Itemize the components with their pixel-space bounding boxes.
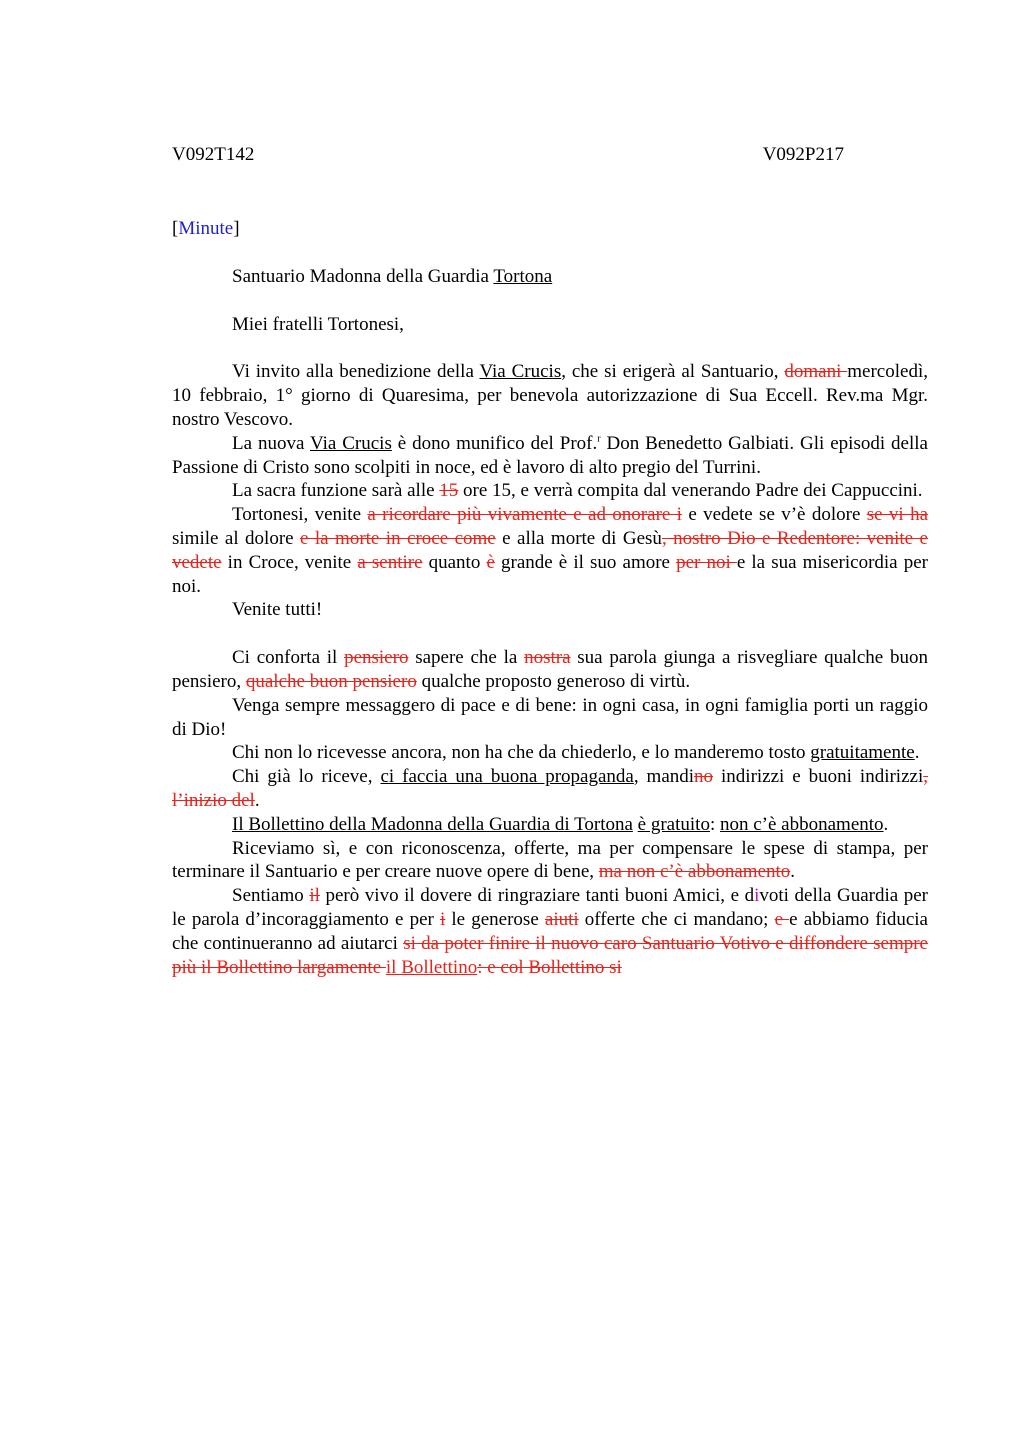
letter-heading (172, 265, 928, 289)
text-run: , mandi (633, 766, 695, 788)
text-run: quanto (422, 551, 487, 573)
text-run: Tortonesi, venite (232, 504, 368, 526)
paragraph-conforta (172, 646, 928, 694)
bracket-open: [ (172, 218, 179, 239)
paragraph-messaggero: Venga sempre messaggero di pace e di bene: in ogni casa, in ogni famiglia porti un raggio di Dio! (172, 694, 928, 740)
right-code: V092P217 (762, 144, 844, 165)
text-run: . (914, 742, 920, 764)
text-run: e abbiamo fiducia che continueranno ad aiutarci (172, 908, 928, 954)
text-run: Sentiamo (232, 885, 310, 907)
paragraph-invitation (172, 360, 928, 431)
text-run: indirizzi e buoni indirizzi (713, 766, 924, 788)
deleted-text: domani (784, 361, 848, 383)
left-code: V092T142 (172, 144, 255, 165)
minute-tag (172, 217, 928, 241)
text-run: voti della Guardia per le parola d’incoraggiamento e per (172, 885, 929, 930)
underlined-text: ci faccia una buona propaganda (380, 766, 634, 788)
text-run: in Croce, venite (221, 551, 358, 573)
text-run: le generose (445, 908, 545, 930)
paragraph-venite-tutti: Venite tutti! (232, 599, 323, 621)
text-run: sua parola giunga a risvegliare qualche buon pensiero, (172, 647, 928, 692)
text-run: sapere che la (408, 647, 525, 669)
deleted-text: no (694, 766, 714, 788)
deleted-text: : e col Bollettino si (477, 956, 622, 978)
deleted-text: il (309, 885, 320, 907)
text-run: , che si erigerà al Santuario, (561, 361, 785, 383)
text-run: Chi già lo riceve, (232, 766, 381, 788)
underlined-text: non c’è abbonamento (719, 813, 884, 835)
document-codes (172, 143, 844, 167)
underlined-text: è gratuito (637, 813, 710, 835)
text-run: Riceviamo sì, e con riconoscenza, offerte, ma per compensare le spese di stampa, per terminare il Santuario e per creare nuove opere di bene, (172, 837, 928, 883)
paragraph-ringraziare (172, 884, 928, 979)
text-run: . (790, 861, 796, 883)
deleted-text: qualche buon pensiero (245, 670, 417, 692)
document-page (172, 143, 928, 979)
text-run: però vivo il dovere di ringraziare tanti buoni Amici, e d (319, 885, 755, 907)
paragraph-ceremony (172, 479, 928, 503)
deleted-text: se vi ha (866, 504, 929, 526)
text-run: : (709, 813, 720, 835)
deleted-underlined-text: il Bollettino (385, 956, 478, 978)
deleted-text: e (774, 908, 790, 930)
paragraph-tortonesi (172, 503, 928, 598)
deleted-text: nostra (524, 647, 571, 669)
text-run: Chi non lo ricevesse ancora, non ha che da chiederlo, e lo manderemo tosto (232, 742, 811, 764)
underlined-text: gratuitamente (810, 742, 915, 764)
paragraph-offerte (172, 837, 928, 885)
text-run: qualche proposto generoso di virtù. (416, 670, 691, 692)
heading-city: Tortona (493, 265, 553, 287)
deleted-text: 15 (439, 480, 459, 502)
deleted-text: ma non c’è abbonamento (598, 861, 791, 883)
paragraph-chiederlo (172, 741, 928, 765)
text-run: ore 15, e verrà compita dal venerando Padre dei Cappuccini. (458, 480, 923, 502)
underlined-text: Via Crucis (310, 432, 392, 454)
text-run: è dono munifico del Prof. (391, 432, 598, 454)
text-run: grande è il suo amore (494, 551, 677, 573)
heading-place: Santuario Madonna della Guardia (232, 265, 494, 287)
deleted-text: per noi (676, 551, 737, 573)
underlined-text: Il Bollettino della Madonna della Guardia di Tortona (232, 813, 633, 835)
text-run: La sacra funzione sarà alle (232, 480, 440, 502)
deleted-text: si da poter finire il nuovo caro Santuario Votivo e diffondere sempre più il Bollettino largamente (172, 932, 928, 978)
text-run: e alla morte di Gesù (495, 527, 662, 549)
deleted-text: a ricordare più vivamente e ad onorare i (367, 504, 682, 526)
text-run: offerte che ci mandano; (578, 908, 775, 930)
text-run: Don Benedetto Galbiati. Gli episodi della Passione di Cristo sono scolpiti in noce, ed è lavoro di alto pregio del Turrini. (172, 432, 928, 478)
text-run: simile al dolore (172, 527, 301, 549)
text-run: . (883, 813, 889, 835)
deleted-text: e la morte in croce come (300, 527, 496, 549)
text-run: e vedete se v’è dolore (681, 504, 867, 526)
text-run: La nuova (232, 432, 310, 454)
deleted-text: pensiero (344, 647, 409, 669)
minute-label: Minute (178, 218, 234, 239)
superscript: r (597, 433, 601, 445)
deleted-text: i (440, 908, 446, 930)
bracket-close: ] (233, 218, 240, 239)
text-run: e la sua misericordia per noi. (172, 551, 928, 597)
deleted-text: è (486, 551, 495, 573)
text-run: . (254, 789, 260, 811)
deleted-text: , nostro Dio e Redentore: venite e vedete (172, 527, 928, 573)
paragraph-gap (172, 622, 928, 646)
text-run: Ci conforta il (232, 647, 345, 669)
deleted-text: , l’inizio del (172, 766, 928, 811)
deleted-text: aiuti (544, 908, 579, 930)
paragraph-via-crucis (172, 432, 928, 480)
inserted-letter: i (754, 885, 760, 907)
underlined-text: Via Crucis (479, 361, 562, 383)
deleted-text: a sentire (357, 551, 423, 573)
greeting: Miei fratelli Tortonesi, (232, 313, 404, 335)
paragraph-gratuito (172, 813, 928, 837)
paragraph-propaganda (172, 765, 928, 813)
text-run: Vi invito alla benedizione della (232, 361, 480, 383)
text-run: mercoledì, 10 febbraio, 1° giorno di Quaresima, per benevola autorizzazione di Sua Eccell. Rev.ma Mgr. nostro Vescovo. (172, 361, 928, 430)
